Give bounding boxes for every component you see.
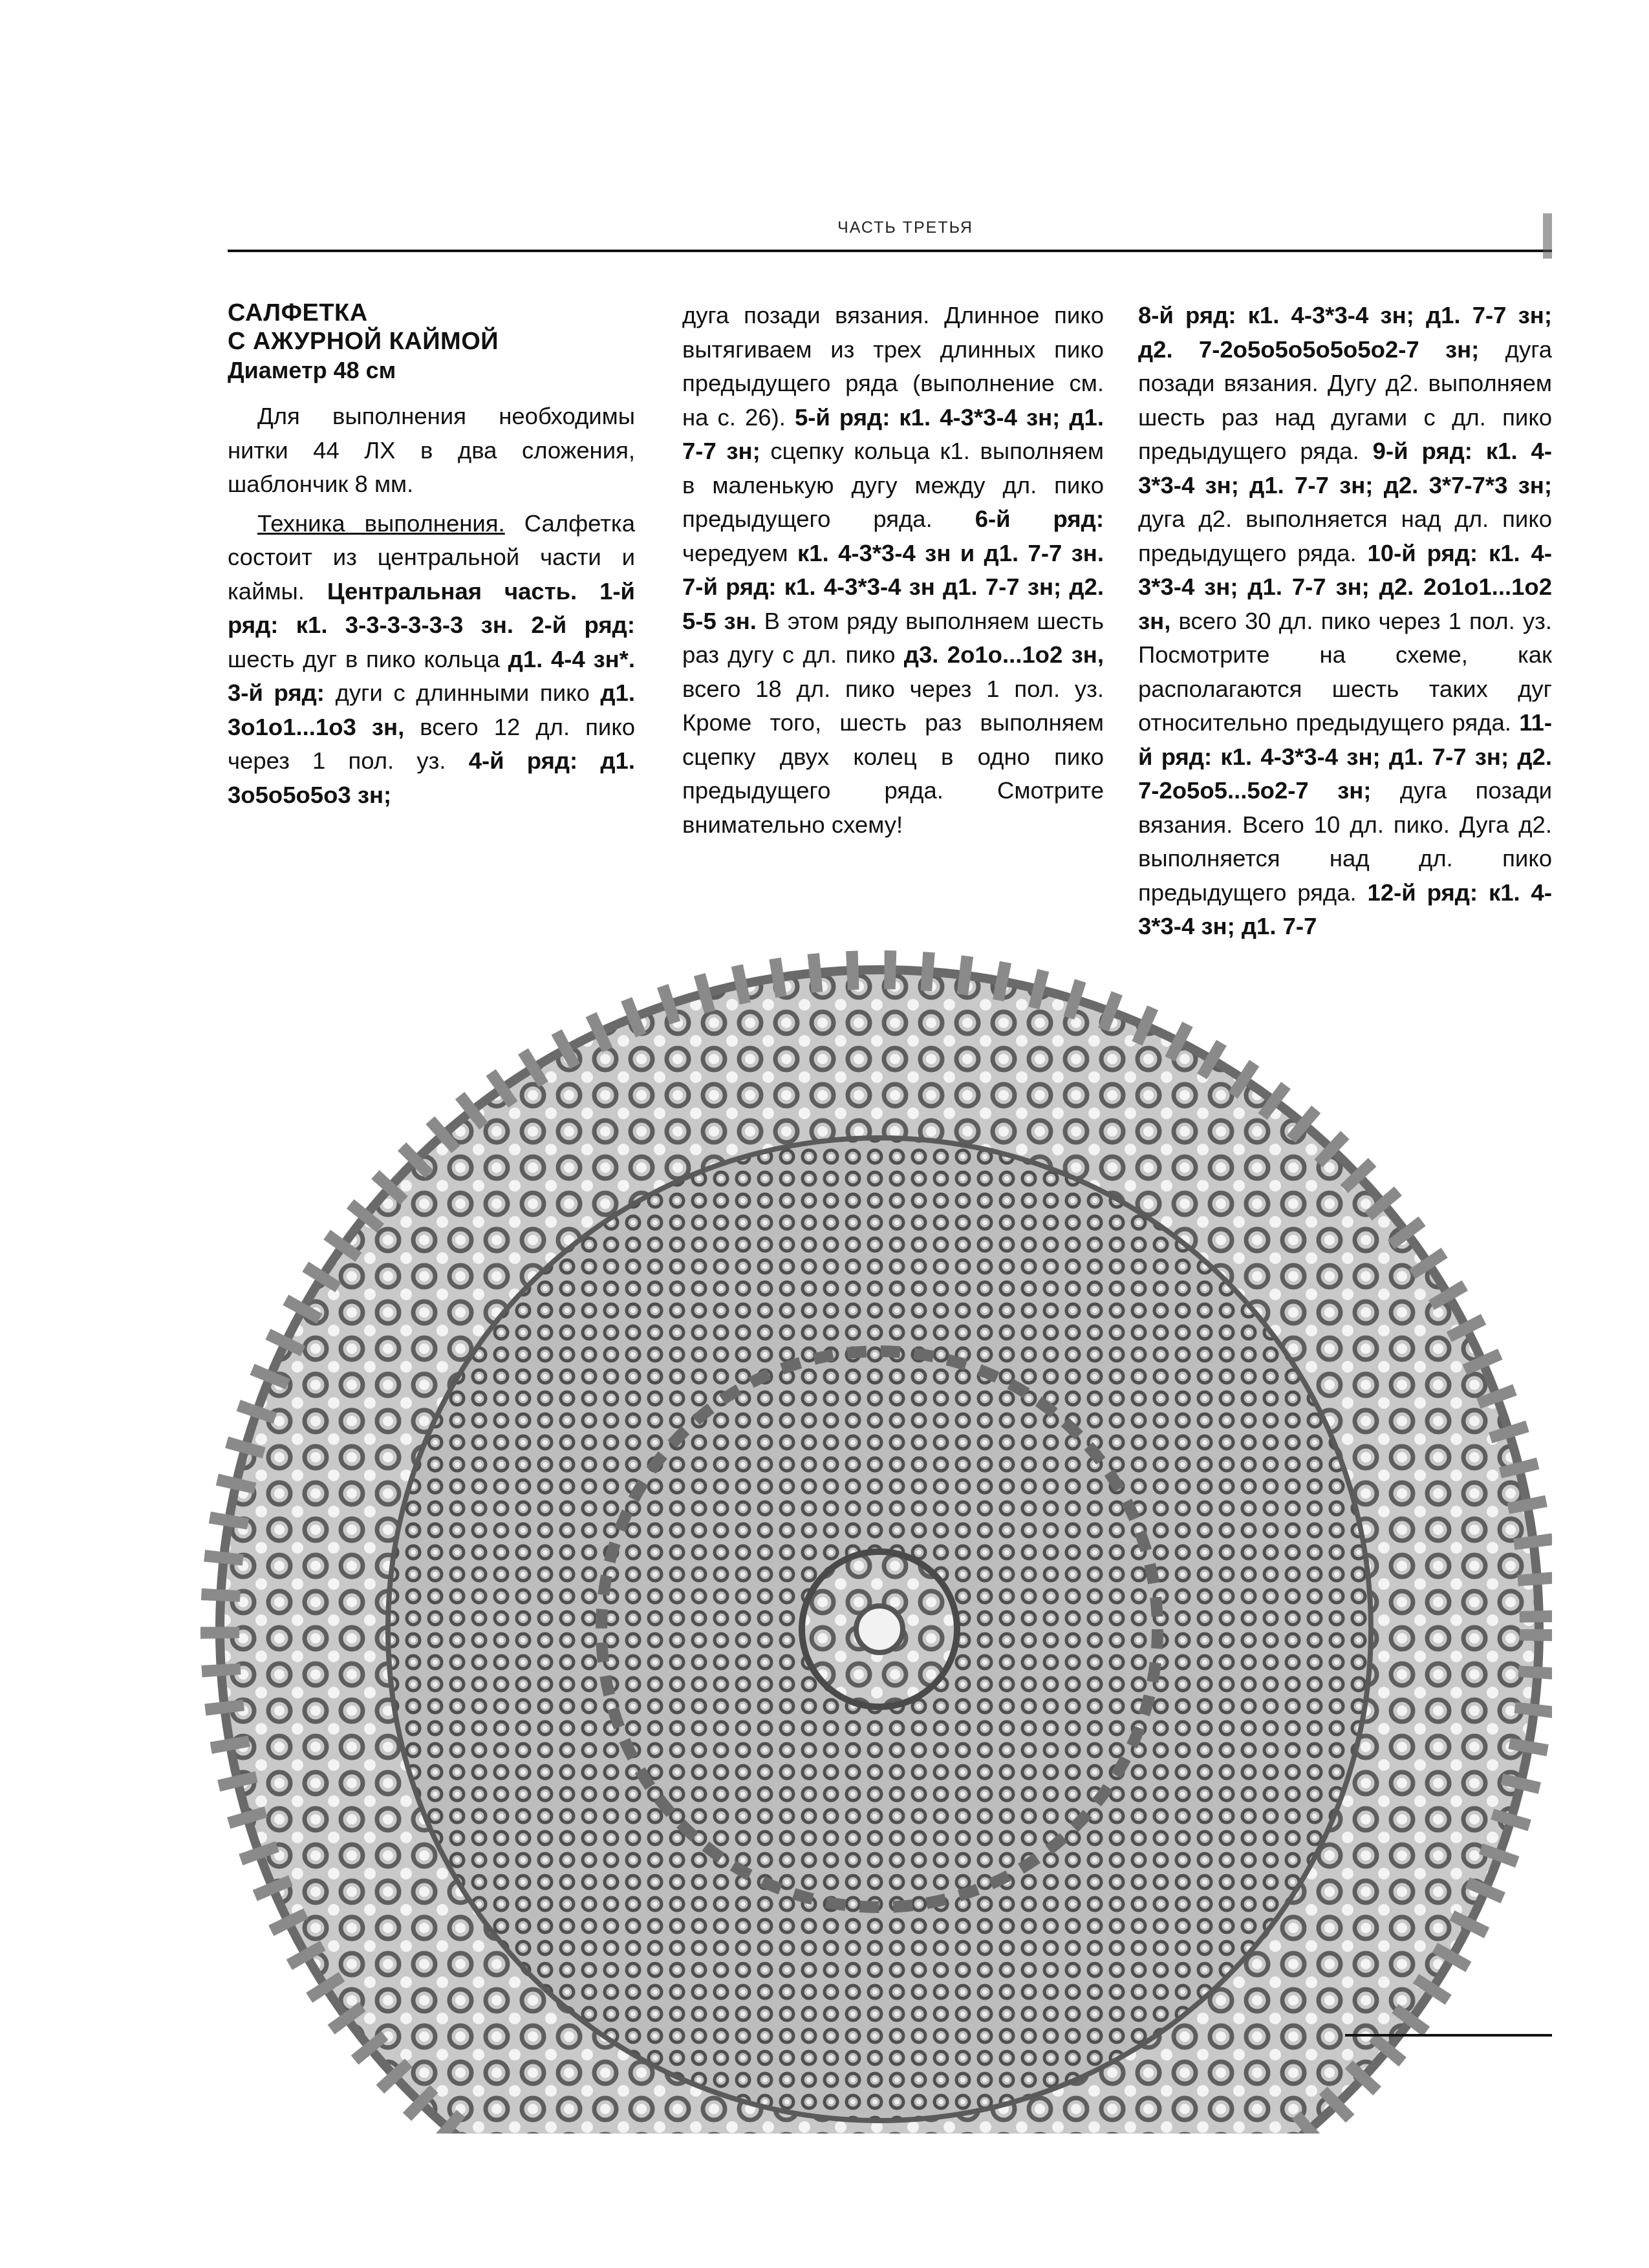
article-diameter: Диаметр 48 см: [228, 357, 396, 383]
page-edge-mark: [1543, 213, 1552, 259]
header-rule: [228, 250, 1552, 252]
row10-label: 10-й ряд: к1. 4-3*3-4 зн; д1. 7-7 зн; д2. 2о1о1...1о2 зн,: [1138, 539, 1552, 634]
row2-formula: д1. 4-4 зн*.: [508, 645, 635, 672]
technique-paragraph-continued: [682, 299, 1104, 842]
row8-label: 8-й ряд: к1. 4-3*3-4 зн; д1. 7-7 зн; д2. 7-2о5о5о5о5о5о2-7 зн;: [1138, 302, 1552, 363]
row11-label: 11-й ряд: к1. 4-3*3-4 зн; д1. 7-7 зн; д2. 7-2о5о5...5о2-7 зн;: [1138, 709, 1552, 804]
row7-label: 7-й ряд: к1. 4-3*3-4 зн д1. 7-7 зн; д2. 5-5 зн.: [682, 573, 1104, 634]
article-title-line-2: С АЖУРНОЙ КАЙМОЙ: [228, 328, 499, 355]
text-column-2: [682, 299, 1104, 866]
row7-formula: д3. 2о1о...1о2 зн,: [903, 641, 1104, 668]
row7-text: В этом ряду выполняем шесть раз дугу с дл. пико: [682, 607, 1104, 668]
row3-text: дуги с длинными пико: [324, 679, 601, 706]
row7-text-2: всего 18 дл. пико через 1 пол. уз. Кроме того, шесть раз выполняем сцепку двух колец в одно пико предыдущего ряда. Смотрите внимательно схему!: [682, 675, 1104, 838]
technique-intro: Салфетка состоит из центральной части и каймы.: [228, 509, 635, 604]
materials-paragraph: Для выполнения необходимы нитки 44 ЛХ в два сложения, шаблончик 8 мм.: [228, 403, 635, 497]
row5-label: 5-й ряд: к1. 4-3*3-4 зн; д1. 7-7 зн;: [682, 403, 1104, 464]
text-column-1: [228, 299, 635, 866]
rows-8-12-paragraph: [1138, 299, 1552, 944]
section-header: ЧАСТЬ ТРЕТЬЯ: [837, 219, 973, 237]
row3-text-2: всего 12 дл. пико через 1 пол. уз.: [228, 713, 635, 774]
row4-text: дуга позади вязания. Длинное пико вытягиваем из трех длинных пико предыдущего ряда (выполнение см. на с. 26).: [682, 302, 1104, 431]
row6-text: чередуем: [682, 539, 798, 566]
technique-label: Техника выполнения.: [257, 509, 505, 537]
row9-text: дуга д2. выполняется над дл. пико предыдущего ряда.: [1138, 506, 1552, 566]
row3-label: 3-й ряд:: [228, 679, 325, 706]
row3-formula: д1. 3о1о1...1о3 зн,: [228, 679, 635, 740]
row4-label: 4-й ряд: д1. 3о5о5о5о3 зн;: [228, 747, 635, 808]
technique-paragraph: [228, 507, 635, 813]
row6-label: 6-й ряд:: [975, 506, 1104, 532]
article-title-line-1: САЛФЕТКА: [228, 299, 368, 326]
row5-text: сцепку кольца к1. выполняем в маленькую дугу между дл. пико предыдущего ряда.: [682, 438, 1104, 532]
row11-text: дуга позади вязания. Всего 10 дл. пико. Дуга д2. выполняется над дл. пико предыдущего ряда.: [1138, 777, 1552, 906]
row6-formula: к1. 4-3*3-4 зн и д1. 7-7 зн.: [797, 539, 1104, 566]
row10-text: всего 30 дл. пико через 1 пол. уз. Посмотрите на схеме, как располагаются шесть таких дуг относительно предыдущего ряда.: [1138, 607, 1552, 736]
row12-label: 12-й ряд: к1. 4-3*3-4 зн; д1. 7-7: [1138, 879, 1552, 939]
doily-photo: [116, 860, 1552, 2153]
row8-text: дуга позади вязания. Дугу д2. выполняем шесть раз над дугами с дл. пико предыдущего ряда.: [1138, 336, 1552, 464]
row2-label: 2-й ряд:: [513, 612, 635, 638]
row9-label: 9-й ряд: к1. 4-3*3-4 зн; д1. 7-7 зн; д2. 3*7-7*3 зн;: [1138, 438, 1552, 498]
central-part-label: Центральная часть. 1-й ряд: к1. 3-3-3-3-3-3 зн.: [228, 577, 635, 638]
row2-text: шесть дуг в пико кольца: [228, 645, 508, 672]
footer-rule: [1345, 2034, 1552, 2037]
